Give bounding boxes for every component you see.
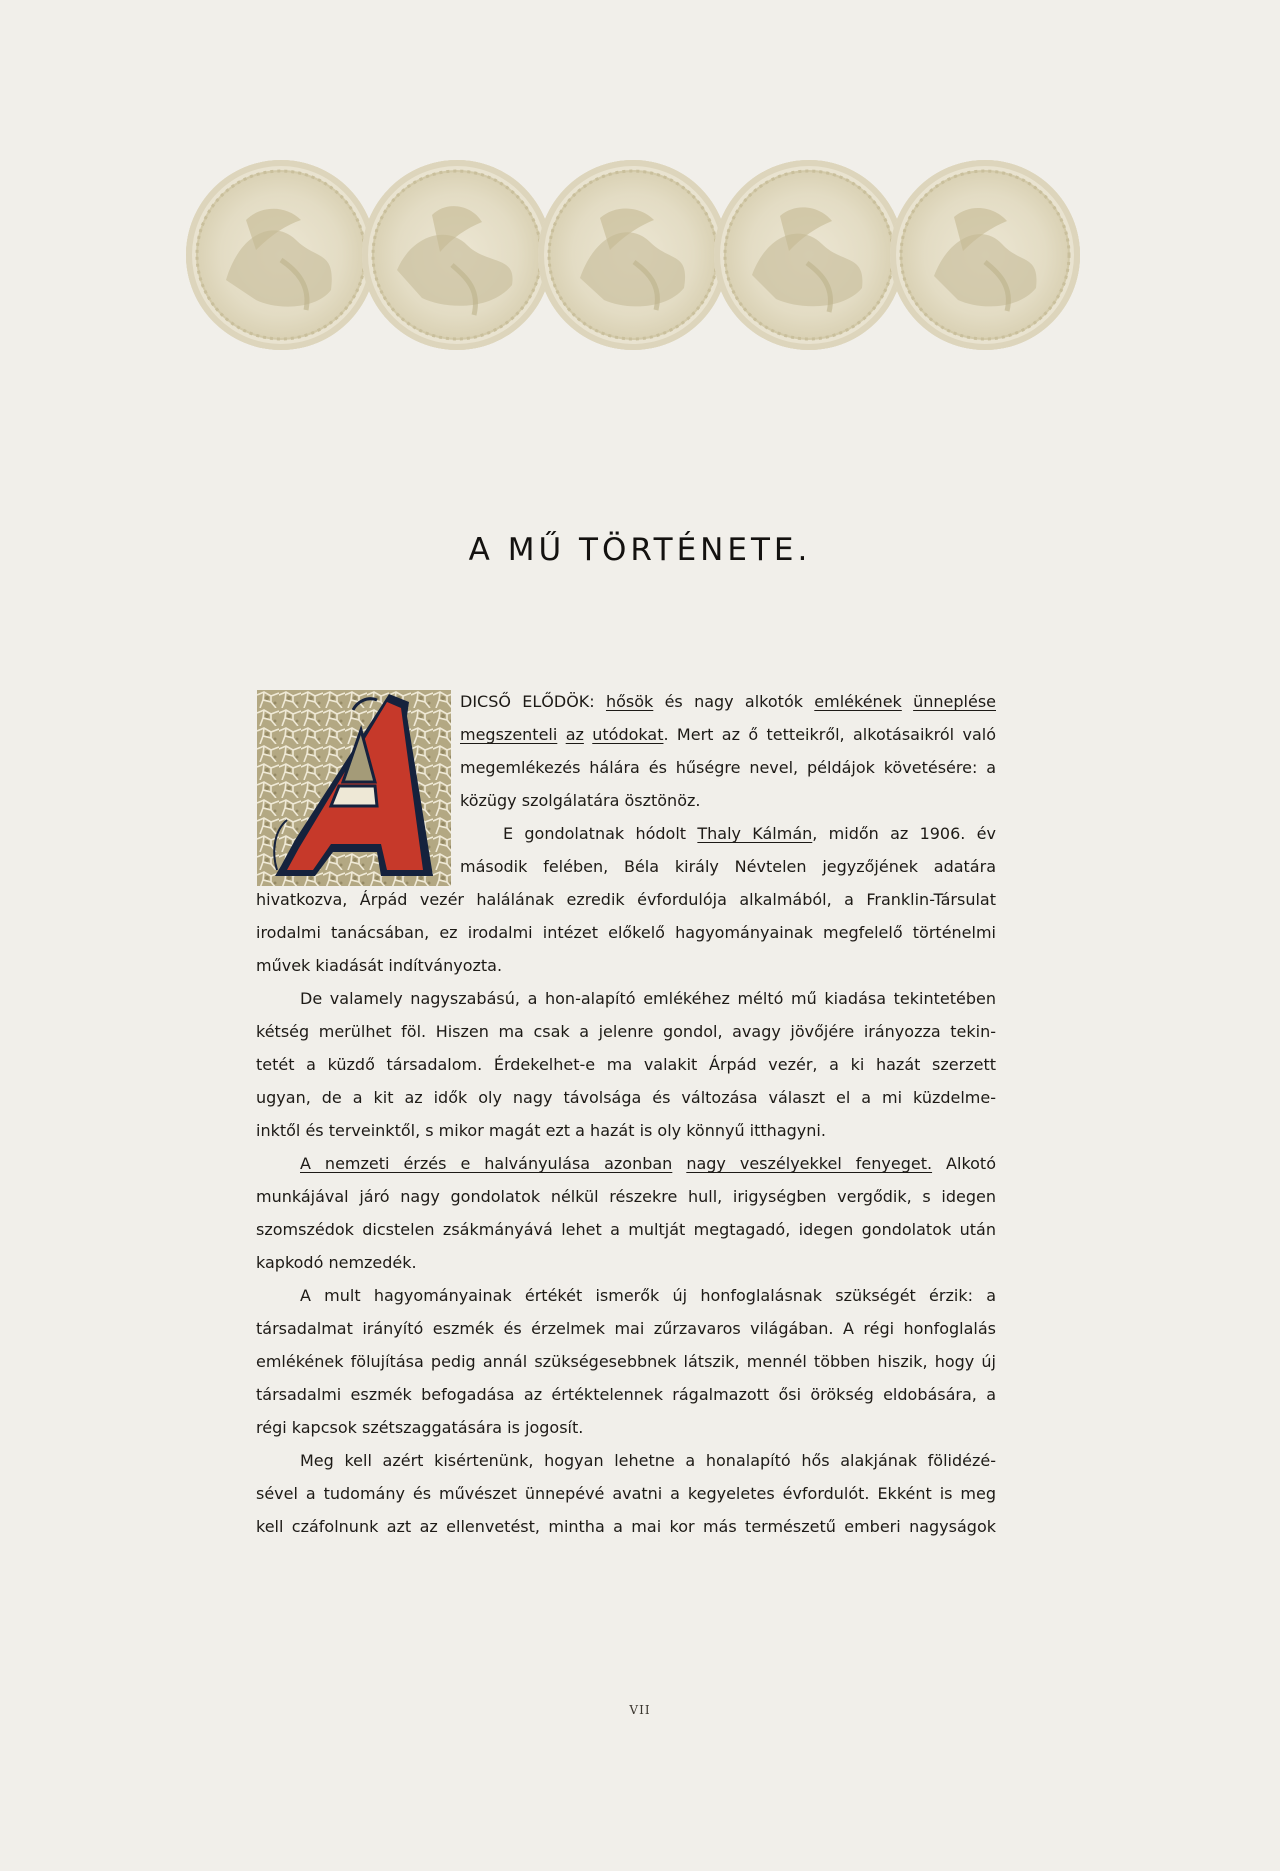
text-line-1 xyxy=(460,692,996,725)
line-1-underlined: emlékének xyxy=(814,692,902,711)
text-line-25: sével a tudomány és művészet ünnepévé avatni a kegyeletes évfordulót. Ekként is meg xyxy=(256,1484,996,1503)
text-line-19: A mult hagyományainak értékét ismerők új honfoglalásnak szükségét érzik: a xyxy=(300,1286,996,1305)
text-line-23: régi kapcsok szétszaggatására is jogosít. xyxy=(256,1418,584,1437)
line-1-underlined: ünneplése xyxy=(913,692,996,711)
line-2-underlined: utódokat xyxy=(592,725,664,744)
line-2-underlined: az xyxy=(565,725,584,744)
line-1-segment: DICSŐ ELŐDÖK: xyxy=(460,692,606,711)
line-1-underlined: hősök xyxy=(605,692,654,711)
text-line-6: második felében, Béla király Névtelen jegyzőjének adatára xyxy=(460,857,996,876)
text-line-13: ugyan, de a kit az idők oly nagy távolsága és változása választ el a mi küzdelme- xyxy=(256,1088,996,1107)
medallion-1 xyxy=(186,160,376,350)
text-line-2 xyxy=(460,725,996,758)
text-line-16: munkájával járó nagy gondolatok nélkül részekre hull, irigységben vergődik, s idegen xyxy=(256,1187,996,1206)
line-5-underlined: Thaly Kálmán xyxy=(697,824,813,843)
line-5-segment: E gondolatnak hódolt xyxy=(503,824,698,843)
text-line-14: inktől és terveinktől, s mikor magát ezt a hazát is oly könnyű itthagyni. xyxy=(256,1121,826,1140)
medallion-relief-icon xyxy=(538,160,728,350)
text-line-24: Meg kell azért kisértenünk, hogyan lehetne a honalapító hős alakjának fölidézé- xyxy=(300,1451,996,1470)
medallion-3 xyxy=(538,160,728,350)
text-line-17: szomszédok dicstelen zsákmányává lehet a multját megtagadó, idegen gondolatok után xyxy=(256,1220,996,1239)
illuminated-initial xyxy=(257,690,451,886)
text-line-20: társadalmat irányító eszmék és érzelmek mai zűrzavaros világában. A régi honfoglalás xyxy=(256,1319,996,1338)
line-2-segment xyxy=(557,725,565,744)
line-2-segment xyxy=(584,725,592,744)
text-line-12: tetét a küzdő társadalom. Érdekelhet-e ma valakit Árpád vezér, a ki hazát szerzett xyxy=(256,1055,996,1074)
text-line-15 xyxy=(300,1154,996,1187)
text-line-21: emlékének fölujítása pedig annál szükségesebbnek látszik, mennél többen hiszik, hogy új xyxy=(256,1352,996,1371)
line-15-segment: Alkotó xyxy=(932,1154,996,1173)
text-line-8: irodalmi tanácsában, ez irodalmi intézet előkelő hagyományainak megfelelő történelmi xyxy=(256,923,996,942)
text-line-5 xyxy=(503,824,996,857)
line-2-segment: . Mert az ő tetteikről, alkotásaikról való xyxy=(663,725,997,744)
medallion-relief-icon xyxy=(186,160,376,350)
line-1-segment: és nagy alkotók xyxy=(653,692,815,711)
line-15-underlined: A nemzeti érzés e halványulása azonban xyxy=(300,1154,673,1173)
medallion-5 xyxy=(890,160,1080,350)
text-line-22: társadalmi eszmék befogadása az értéktelennek rágalmazott ősi örökség eldobására, a xyxy=(256,1385,996,1404)
page-number: VII xyxy=(629,1703,651,1717)
text-line-3: megemlékezés hálára és hűségre nevel, példájok követésére: a xyxy=(460,758,996,777)
line-15-underlined: nagy veszélyekkel fenyeget. xyxy=(686,1154,933,1173)
line-2-underlined: megszenteli xyxy=(460,725,558,744)
text-line-7: hivatkozva, Árpád vezér halálának ezredik évfordulója alkalmából, a Franklin-Társulat xyxy=(256,890,996,909)
text-line-9: művek kiadását indítványozta. xyxy=(256,956,503,975)
medallion-4 xyxy=(714,160,904,350)
medallion-2 xyxy=(362,160,552,350)
medallion-relief-icon xyxy=(890,160,1080,350)
illuminated-letter-a-icon xyxy=(257,690,451,886)
medallion-frieze xyxy=(186,160,1016,360)
text-line-10: De valamely nagyszabású, a hon-alapító emlékéhez méltó mű kiadása tekintetében xyxy=(300,989,996,1008)
text-line-4: közügy szolgálatára ösztönöz. xyxy=(460,791,701,810)
line-15-segment xyxy=(672,1154,686,1173)
medallion-relief-icon xyxy=(362,160,552,350)
text-line-18: kapkodó nemzedék. xyxy=(256,1253,417,1272)
line-5-segment: , midőn az 1906. év xyxy=(812,824,996,843)
chapter-title: A MŰ TÖRTÉNETE. xyxy=(468,532,812,568)
text-line-26: kell czáfolnunk azt az ellenvetést, mintha a mai kor más természetű emberi nagyságok xyxy=(256,1517,996,1536)
text-line-11: kétség merülhet föl. Hiszen ma csak a jelenre gondol, avagy jövőjére irányozza tekin- xyxy=(256,1022,996,1041)
medallion-relief-icon xyxy=(714,160,904,350)
line-1-segment xyxy=(902,692,913,711)
